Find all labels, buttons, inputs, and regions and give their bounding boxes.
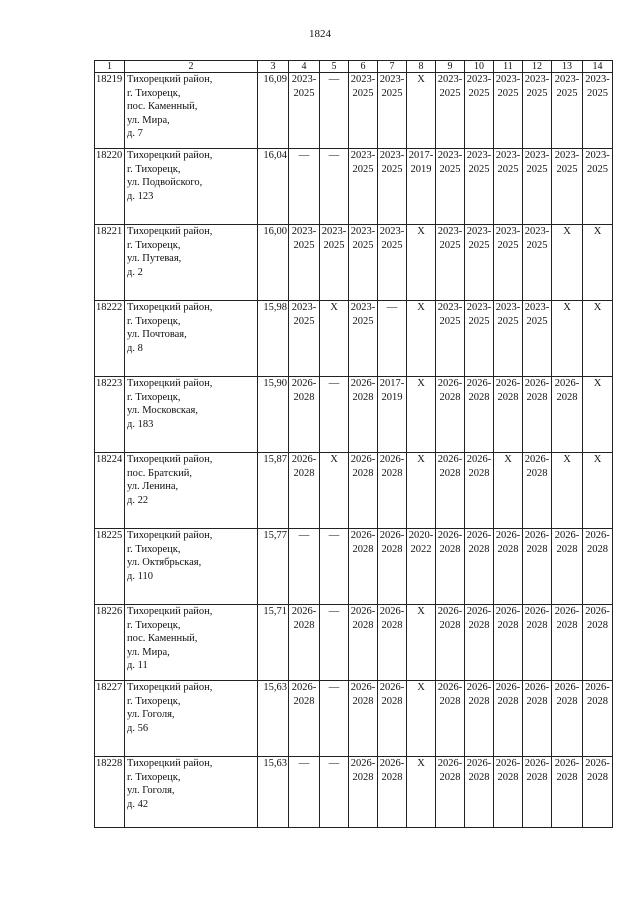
period-cell-col-5: — [320,681,349,757]
period-cell-col-8: X [407,225,436,301]
period-cell-col-14: 2026- 2028 [583,605,613,681]
period-cell-col-7: 2023- 2025 [378,73,407,149]
address-cell: Тихорецкий район, г. Тихорецк, ул. Октябрьская, д. 110 [125,529,258,605]
address-cell: Тихорецкий район, г. Тихорецк, ул. Гоголя, д. 56 [125,681,258,757]
record-number: 18219 [95,73,125,149]
table-row [95,453,613,529]
value-cell: 15,63 [258,757,289,828]
period-cell-col-10: 2023- 2025 [465,73,494,149]
value-cell: 15,98 [258,301,289,377]
address-cell: Тихорецкий район, г. Тихорецк, ул. Подвойского, д. 123 [125,149,258,225]
period-cell-col-10: 2026- 2028 [465,453,494,529]
period-cell-col-4: 2023- 2025 [289,73,320,149]
period-cell-col-8: X [407,681,436,757]
column-number-3: 3 [258,61,289,73]
period-cell-col-4: 2023- 2025 [289,301,320,377]
period-cell-col-4: — [289,757,320,828]
column-number-2: 2 [125,61,258,73]
period-cell-col-5: X [320,453,349,529]
period-cell-col-9: 2026- 2028 [436,605,465,681]
housing-table [94,60,613,828]
period-cell-col-10: 2023- 2025 [465,301,494,377]
period-cell-col-14: 2023- 2025 [583,73,613,149]
period-cell-col-12: 2026- 2028 [523,757,552,828]
period-cell-col-9: 2026- 2028 [436,757,465,828]
period-cell-col-6: 2026- 2028 [349,605,378,681]
value-cell: 15,77 [258,529,289,605]
period-cell-col-7: 2023- 2025 [378,149,407,225]
period-cell-col-13: 2026- 2028 [552,681,583,757]
period-cell-col-9: 2026- 2028 [436,453,465,529]
period-cell-col-10: 2026- 2028 [465,681,494,757]
period-cell-col-12: 2026- 2028 [523,377,552,453]
period-cell-col-9: 2023- 2025 [436,225,465,301]
period-cell-col-5: — [320,73,349,149]
period-cell-col-8: 2020- 2022 [407,529,436,605]
address-cell: Тихорецкий район, г. Тихорецк, ул. Гоголя, д. 42 [125,757,258,828]
address-cell: Тихорецкий район, г. Тихорецк, пос. Каменный, ул. Мира, д. 11 [125,605,258,681]
table-row [95,149,613,225]
period-cell-col-12: 2026- 2028 [523,453,552,529]
address-cell: Тихорецкий район, г. Тихорецк, ул. Путевая, д. 2 [125,225,258,301]
column-number-11: 11 [494,61,523,73]
period-cell-col-12: 2023- 2025 [523,301,552,377]
column-number-10: 10 [465,61,494,73]
period-cell-col-4: 2026- 2028 [289,377,320,453]
period-cell-col-10: 2023- 2025 [465,149,494,225]
period-cell-col-14: X [583,301,613,377]
period-cell-col-14: 2026- 2028 [583,681,613,757]
period-cell-col-6: 2026- 2028 [349,453,378,529]
period-cell-col-14: X [583,225,613,301]
column-number-13: 13 [552,61,583,73]
column-number-7: 7 [378,61,407,73]
period-cell-col-6: 2026- 2028 [349,757,378,828]
record-number: 18224 [95,453,125,529]
period-cell-col-10: 2026- 2028 [465,757,494,828]
period-cell-col-7: 2026- 2028 [378,757,407,828]
period-cell-col-7: — [378,301,407,377]
table-row [95,301,613,377]
column-number-12: 12 [523,61,552,73]
period-cell-col-11: 2026- 2028 [494,681,523,757]
record-number: 18223 [95,377,125,453]
period-cell-col-10: 2026- 2028 [465,377,494,453]
period-cell-col-4: 2026- 2028 [289,605,320,681]
period-cell-col-14: 2026- 2028 [583,757,613,828]
table-row [95,681,613,757]
value-cell: 15,90 [258,377,289,453]
period-cell-col-13: X [552,225,583,301]
value-cell: 15,63 [258,681,289,757]
record-number: 18222 [95,301,125,377]
record-number: 18228 [95,757,125,828]
period-cell-col-10: 2026- 2028 [465,605,494,681]
period-cell-col-14: X [583,453,613,529]
period-cell-col-7: 2026- 2028 [378,529,407,605]
column-number-14: 14 [583,61,613,73]
period-cell-col-12: 2023- 2025 [523,225,552,301]
address-cell: Тихорецкий район, пос. Братский, ул. Ленина, д. 22 [125,453,258,529]
period-cell-col-13: X [552,453,583,529]
period-cell-col-6: 2023- 2025 [349,73,378,149]
period-cell-col-5: — [320,529,349,605]
period-cell-col-14: 2026- 2028 [583,529,613,605]
period-cell-col-11: 2023- 2025 [494,301,523,377]
value-cell: 16,09 [258,73,289,149]
period-cell-col-9: 2026- 2028 [436,529,465,605]
period-cell-col-13: 2026- 2028 [552,757,583,828]
period-cell-col-7: 2026- 2028 [378,681,407,757]
period-cell-col-13: 2026- 2028 [552,529,583,605]
period-cell-col-9: 2023- 2025 [436,301,465,377]
column-number-5: 5 [320,61,349,73]
period-cell-col-10: 2023- 2025 [465,225,494,301]
table-row [95,377,613,453]
table-row [95,757,613,828]
period-cell-col-9: 2023- 2025 [436,73,465,149]
period-cell-col-12: 2026- 2028 [523,681,552,757]
period-cell-col-9: 2026- 2028 [436,377,465,453]
period-cell-col-8: X [407,377,436,453]
period-cell-col-14: X [583,377,613,453]
period-cell-col-6: 2023- 2025 [349,225,378,301]
period-cell-col-8: 2017- 2019 [407,149,436,225]
column-number-row [95,61,613,73]
period-cell-col-8: X [407,301,436,377]
period-cell-col-6: 2026- 2028 [349,529,378,605]
value-cell: 15,71 [258,605,289,681]
period-cell-col-8: X [407,605,436,681]
period-cell-col-5: — [320,149,349,225]
period-cell-col-6: 2026- 2028 [349,681,378,757]
period-cell-col-6: 2023- 2025 [349,301,378,377]
column-number-9: 9 [436,61,465,73]
table-row [95,73,613,149]
period-cell-col-14: 2023- 2025 [583,149,613,225]
period-cell-col-13: 2026- 2028 [552,605,583,681]
period-cell-col-12: 2026- 2028 [523,605,552,681]
column-number-8: 8 [407,61,436,73]
period-cell-col-11: 2026- 2028 [494,529,523,605]
period-cell-col-13: X [552,301,583,377]
period-cell-col-11: 2023- 2025 [494,73,523,149]
column-number-6: 6 [349,61,378,73]
period-cell-col-12: 2023- 2025 [523,149,552,225]
period-cell-col-4: 2026- 2028 [289,681,320,757]
period-cell-col-12: 2023- 2025 [523,73,552,149]
period-cell-col-5: — [320,605,349,681]
period-cell-col-4: — [289,529,320,605]
period-cell-col-8: X [407,453,436,529]
period-cell-col-13: 2023- 2025 [552,149,583,225]
period-cell-col-5: 2023- 2025 [320,225,349,301]
period-cell-col-4: 2026- 2028 [289,453,320,529]
page-number: 1824 [309,28,331,40]
record-number: 18221 [95,225,125,301]
period-cell-col-6: 2023- 2025 [349,149,378,225]
period-cell-col-9: 2023- 2025 [436,149,465,225]
column-number-1: 1 [95,61,125,73]
period-cell-col-6: 2026- 2028 [349,377,378,453]
period-cell-col-11: 2026- 2028 [494,605,523,681]
period-cell-col-11: 2026- 2028 [494,757,523,828]
period-cell-col-4: — [289,149,320,225]
period-cell-col-7: 2026- 2028 [378,453,407,529]
address-cell: Тихорецкий район, г. Тихорецк, ул. Московская, д. 183 [125,377,258,453]
record-number: 18226 [95,605,125,681]
period-cell-col-11: 2023- 2025 [494,149,523,225]
period-cell-col-7: 2026- 2028 [378,605,407,681]
value-cell: 16,00 [258,225,289,301]
period-cell-col-8: X [407,73,436,149]
column-number-4: 4 [289,61,320,73]
period-cell-col-13: 2023- 2025 [552,73,583,149]
period-cell-col-10: 2026- 2028 [465,529,494,605]
value-cell: 15,87 [258,453,289,529]
value-cell: 16,04 [258,149,289,225]
table-row [95,605,613,681]
period-cell-col-13: 2026- 2028 [552,377,583,453]
record-number: 18225 [95,529,125,605]
table-row [95,225,613,301]
period-cell-col-11: 2023- 2025 [494,225,523,301]
period-cell-col-5: — [320,377,349,453]
period-cell-col-9: 2026- 2028 [436,681,465,757]
period-cell-col-8: X [407,757,436,828]
period-cell-col-12: 2026- 2028 [523,529,552,605]
period-cell-col-5: — [320,757,349,828]
address-cell: Тихорецкий район, г. Тихорецк, пос. Каменный, ул. Мира, д. 7 [125,73,258,149]
period-cell-col-7: 2017- 2019 [378,377,407,453]
record-number: 18220 [95,149,125,225]
period-cell-col-11: X [494,453,523,529]
table-row [95,529,613,605]
period-cell-col-7: 2023- 2025 [378,225,407,301]
record-number: 18227 [95,681,125,757]
period-cell-col-11: 2026- 2028 [494,377,523,453]
period-cell-col-5: X [320,301,349,377]
address-cell: Тихорецкий район, г. Тихорецк, ул. Почтовая, д. 8 [125,301,258,377]
period-cell-col-4: 2023- 2025 [289,225,320,301]
